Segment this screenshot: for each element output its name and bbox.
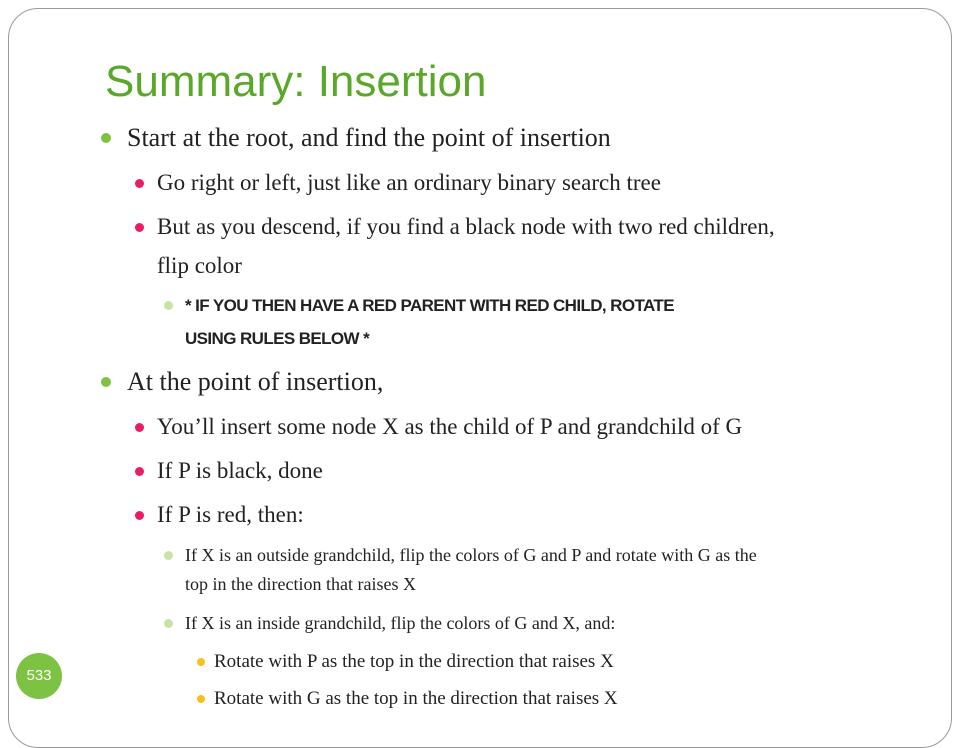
bullet-text: Rotate with P as the top in the direction that raises X <box>214 651 614 672</box>
bullet-rotate-with-g <box>214 684 618 714</box>
bullet-as-you-descend <box>157 212 775 242</box>
bullet-rotate-with-p <box>214 647 614 677</box>
bullet-dot-icon <box>135 179 144 188</box>
bullet-outside-grandchild <box>185 542 757 569</box>
bullet-text: If X is an inside grandchild, flip the colors of G and X, and: <box>185 613 616 633</box>
bullet-dot-icon <box>135 511 144 520</box>
bullet-text: At the point of insertion, <box>127 367 384 396</box>
bullet-text: top in the direction that raises X <box>185 574 416 594</box>
bullet-dot-icon <box>164 301 173 310</box>
bullet-p-is-black <box>157 456 323 486</box>
bullet-dot-icon <box>101 377 111 387</box>
bullet-inside-grandchild <box>185 610 615 637</box>
bullet-dot-icon <box>197 695 205 703</box>
bullet-go-right-or-left <box>157 168 661 198</box>
bullet-dot-icon <box>197 658 205 666</box>
bullet-text: But as you descend, if you find a black node with two red children, <box>157 214 775 239</box>
bullet-rotate-warning <box>185 291 674 321</box>
bullet-text: flip color <box>157 253 242 278</box>
page-number-badge: 533 <box>16 653 62 699</box>
bullet-dot-icon <box>135 423 144 432</box>
bullet-rotate-warning-continued <box>185 324 369 354</box>
bullet-text: You’ll insert some node X as the child of P and grandchild of G <box>157 414 743 439</box>
bullet-dot-icon <box>101 133 111 143</box>
bullet-point-of-insertion <box>127 367 383 397</box>
bullet-insert-node-x <box>157 412 742 442</box>
bullet-text: If X is an outside grandchild, flip the colors of G and P and rotate with G as the <box>185 545 757 565</box>
bullet-text: If P is red, then: <box>157 502 304 527</box>
bullet-dot-icon <box>135 467 144 476</box>
bullet-text: Start at the root, and find the point of insertion <box>127 123 611 152</box>
bullet-text: USING RULES BELOW * <box>185 329 370 348</box>
bullet-text: If P is black, done <box>157 458 323 483</box>
bullet-dot-icon <box>164 551 173 560</box>
bullet-start-at-root <box>127 123 611 153</box>
bullet-text: Rotate with G as the top in the direction that raises X <box>214 688 618 709</box>
bullet-outside-grandchild-continued <box>185 571 416 598</box>
bullet-p-is-red <box>157 500 304 530</box>
slide-title: Summary: Insertion <box>105 57 487 106</box>
bullet-text: Go right or left, just like an ordinary binary search tree <box>157 170 661 195</box>
bullet-text: * IF YOU THEN HAVE A RED PARENT WITH RED CHILD, ROTATE <box>185 296 674 315</box>
bullet-dot-icon <box>135 223 144 232</box>
bullet-dot-icon <box>164 619 173 628</box>
bullet-as-you-descend-continued <box>157 251 242 281</box>
